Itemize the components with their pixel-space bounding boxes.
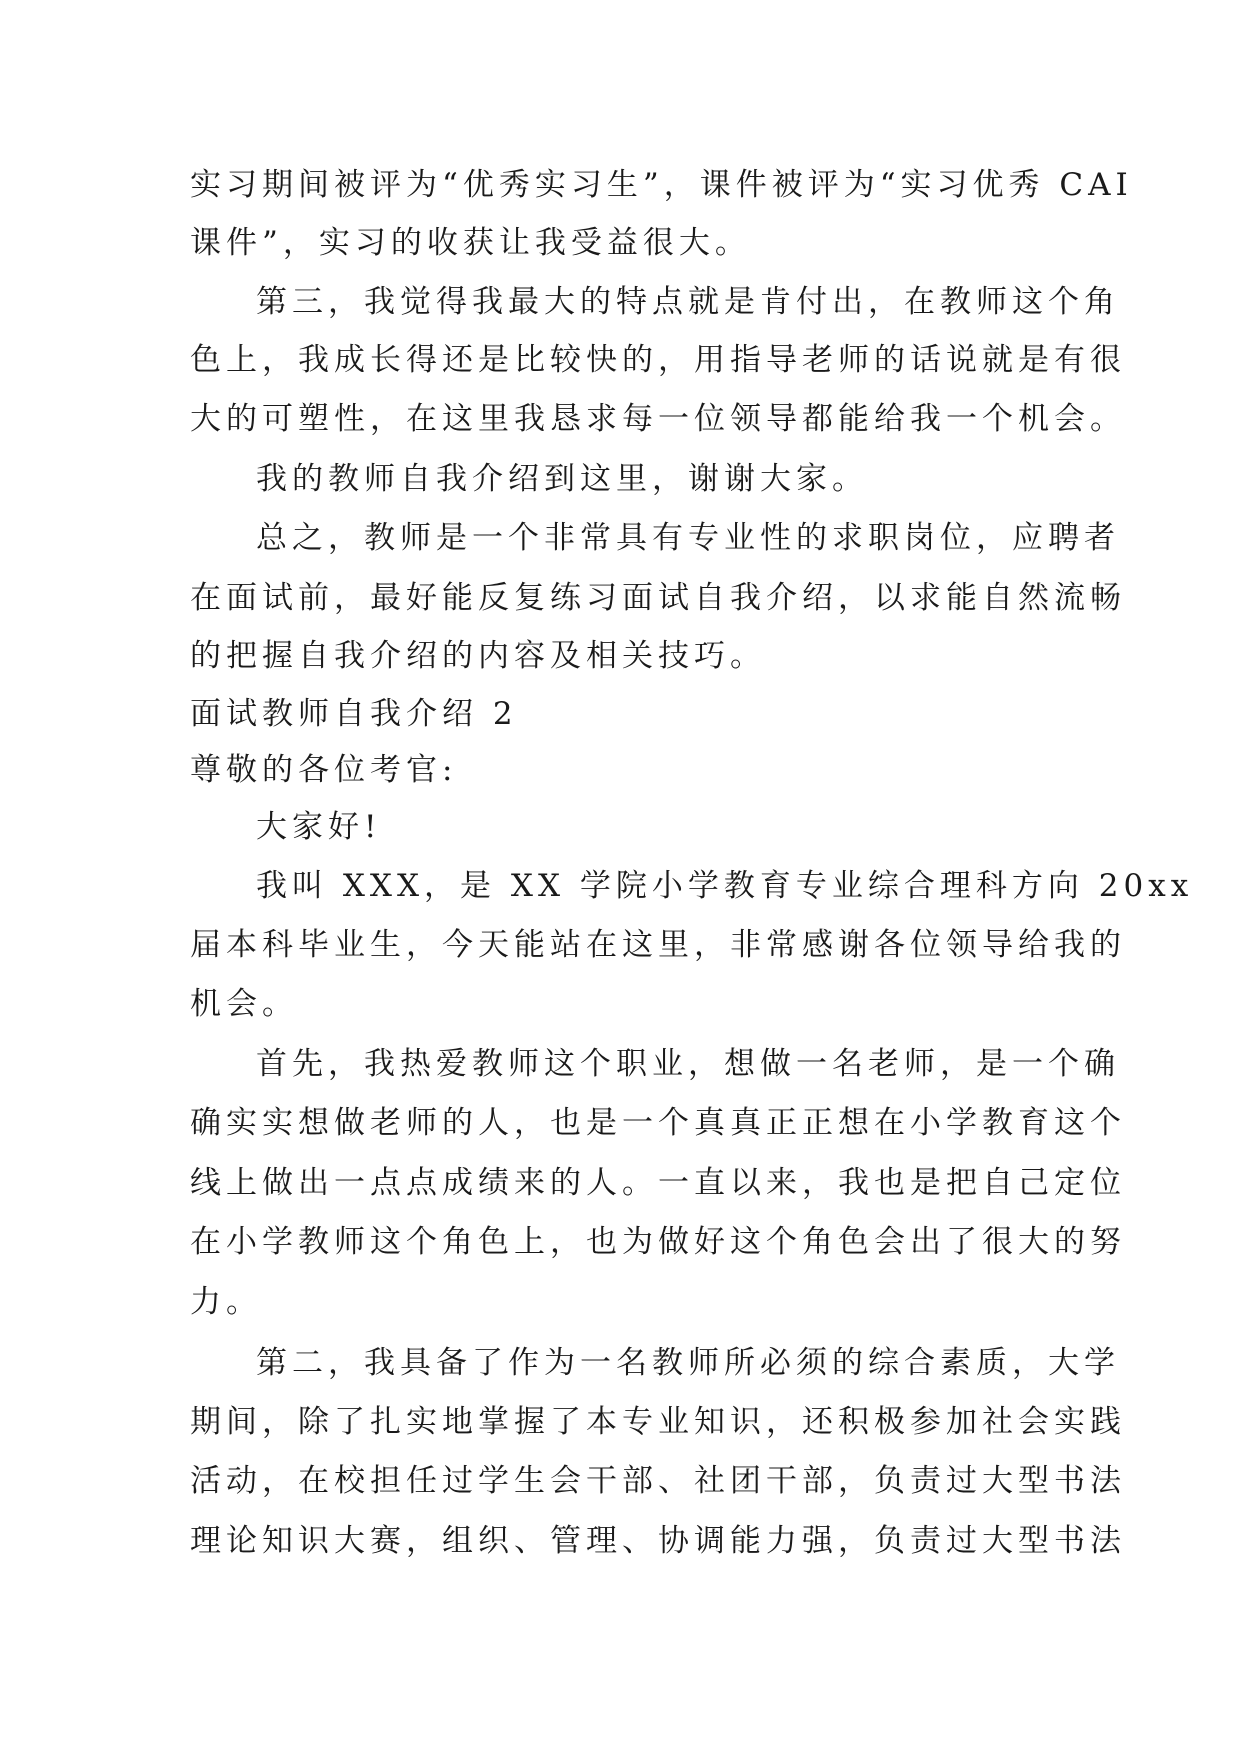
text-line: 色上，我成长得还是比较快的，用指导老师的话说就是有很 [190, 342, 1126, 378]
text-line: 大的可塑性，在这里我恳求每一位领导都能给我一个机会。 [190, 401, 1126, 437]
text-line: 第二，我具备了作为一名教师所必须的综合素质，大学 [256, 1345, 1120, 1381]
text-line: 活动，在校担任过学生会干部、社团干部，负责过大型书法 [190, 1463, 1126, 1499]
text-line: 第三，我觉得我最大的特点就是肯付出，在教师这个角 [256, 284, 1120, 320]
section-title: 面试教师自我介绍 2 [190, 696, 518, 732]
text-line: 期间，除了扎实地掌握了本专业知识，还积极参加社会实践 [190, 1404, 1126, 1440]
text-line: 课件”，实习的收获让我受益很大。 [190, 225, 751, 261]
greeting: 大家好! [256, 809, 382, 845]
salutation: 尊敬的各位考官: [190, 752, 458, 788]
text-line: 线上做出一点点成绩来的人。一直以来，我也是把自己定位 [190, 1165, 1126, 1201]
text-line: 我的教师自我介绍到这里，谢谢大家。 [256, 461, 868, 497]
text-line: 在面试前，最好能反复练习面试自我介绍，以求能自然流畅 [190, 580, 1126, 616]
text-line: 机会。 [190, 986, 298, 1022]
text-line: 首先，我热爱教师这个职业，想做一名老师，是一个确 [256, 1046, 1120, 1082]
text-line: 确实实想做老师的人，也是一个真真正正想在小学教育这个 [190, 1105, 1126, 1141]
text-line: 的把握自我介绍的内容及相关技巧。 [190, 638, 766, 674]
text-line: 在小学教师这个角色上，也为做好这个角色会出了很大的努 [190, 1224, 1126, 1260]
text-line: 届本科毕业生，今天能站在这里，非常感谢各位领导给我的 [190, 927, 1126, 963]
text-line: 力。 [190, 1284, 262, 1320]
text-line: 理论知识大赛，组织、管理、协调能力强，负责过大型书法 [190, 1523, 1126, 1559]
text-line: 实习期间被评为“优秀实习生”，课件被评为“实习优秀 CAI [190, 167, 1133, 203]
text-line: 我叫 XXX，是 XX 学院小学教育专业综合理科方向 20xx [256, 868, 1194, 904]
text-line: 总之，教师是一个非常具有专业性的求职岗位，应聘者 [256, 520, 1120, 556]
